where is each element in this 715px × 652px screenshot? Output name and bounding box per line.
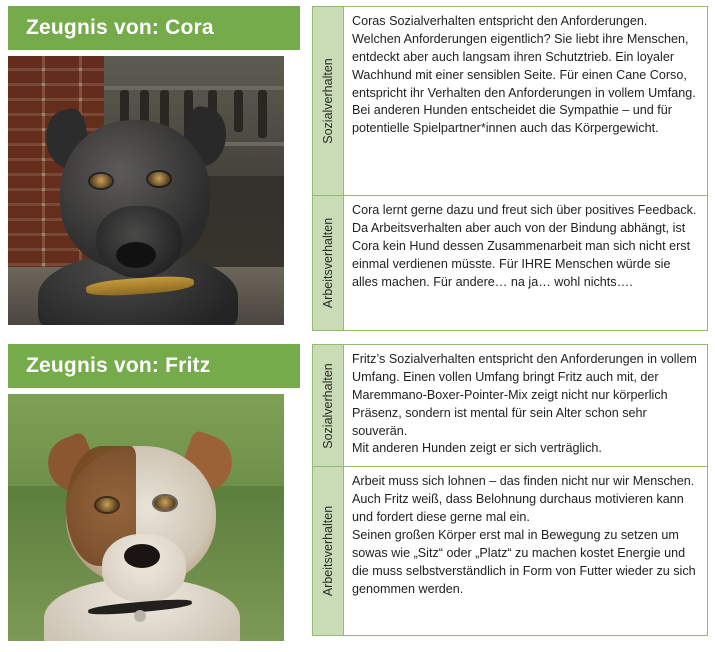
dog-eye-right (154, 496, 176, 510)
row-content-sozialverhalten (343, 345, 707, 466)
assessment-table-fritz (312, 344, 708, 636)
row-label-text: Sozialverhalten (321, 58, 335, 144)
dog-eye-left (96, 498, 118, 512)
row-label-text: Sozialverhalten (321, 362, 335, 449)
hanging-tool-icon (234, 90, 243, 132)
table-row (313, 7, 707, 195)
profile-card-cora (8, 6, 300, 325)
shelf-upper (104, 86, 284, 90)
paragraph: Mit anderen Hunden zeigt er sich verträglich. (352, 441, 602, 456)
row-label-sozialverhalten (313, 7, 343, 195)
dog-eye-left (90, 174, 112, 188)
paragraph: Fritz’s Sozialverhalten entspricht den Anforderungen in vollem Umfang. Einen vollen Umfang bringt Fritz auch mit, der Maremmano-Boxer-Pointer-Mix zeigt nicht nur körperlich Präsenz, sondern ist mental für sein Alter schon sehr souverän. (352, 352, 697, 438)
dog-photo-illustration-cora (8, 56, 284, 325)
table-row (313, 345, 707, 466)
row-content-arbeitsverhalten (343, 467, 707, 635)
dog-photo-illustration-fritz (8, 394, 284, 641)
paragraph: Cora lernt gerne dazu und freut sich über positives Feedback. Da Arbeitsverhalten aber auch von der Bindung abhängt, ist Cora kein Hund dessen Zusammenarbeit man sich nicht erst einmal verdienen müsste. Für IHRE Menschen würde sie alles machen. Für andere… na ja… wohl nichts…. (352, 203, 697, 289)
row-content-sozialverhalten (343, 7, 707, 195)
assessment-table-cora (312, 6, 708, 331)
dog-collar-tag (134, 610, 146, 622)
profile-title-fritz: Zeugnis von: Fritz (8, 344, 300, 388)
profiles-column (0, 0, 308, 652)
profile-title-cora: Zeugnis von: Cora (8, 6, 300, 50)
row-label-text: Arbeitsverhalten (321, 506, 335, 597)
table-row (313, 195, 707, 330)
profile-photo-fritz (8, 394, 284, 641)
row-label-sozialverhalten (313, 345, 343, 466)
profile-photo-cora (8, 56, 284, 325)
row-content-arbeitsverhalten (343, 196, 707, 330)
dog-nose (124, 544, 160, 568)
hanging-tool-icon (258, 90, 267, 138)
row-label-text: Arbeitsverhalten (321, 217, 335, 309)
paragraph: Seinen großen Körper erst mal in Bewegung zu setzen um sowas wie „Sitz“ oder „Platz“ zu machen kostet Energie und die muss selbstverständlich in Form von Futter wieder zu sich genommen werden. (352, 527, 696, 596)
paragraph: Arbeit muss sich lohnen – das finden nicht nur wir Menschen. Auch Fritz weiß, dass Belohnung durchaus motivieren kann und fordert diese gerne mal ein. (352, 474, 695, 524)
paragraph: Coras Sozialverhalten entspricht den Anforderungen. Welchen Anforderungen eigentlich? Sie liebt ihre Menschen, entdeckt aber auch langsam ihren Schutztrieb. Ein loyaler Wachhund mit einer sensiblen Seite. Für einen Cane Corso, entspricht ihr Verhalten den Anforderungen in vollem Umfang. Bei anderen Hunden entscheidet die Sympathie – und für potentielle Spielpartner*innen auch das Körpergewicht. (352, 14, 696, 136)
dog-eye-right (148, 172, 170, 186)
profile-card-fritz (8, 344, 300, 641)
row-label-arbeitsverhalten (313, 467, 343, 635)
row-label-arbeitsverhalten (313, 196, 343, 330)
table-row (313, 466, 707, 635)
dog-nose (116, 242, 156, 268)
